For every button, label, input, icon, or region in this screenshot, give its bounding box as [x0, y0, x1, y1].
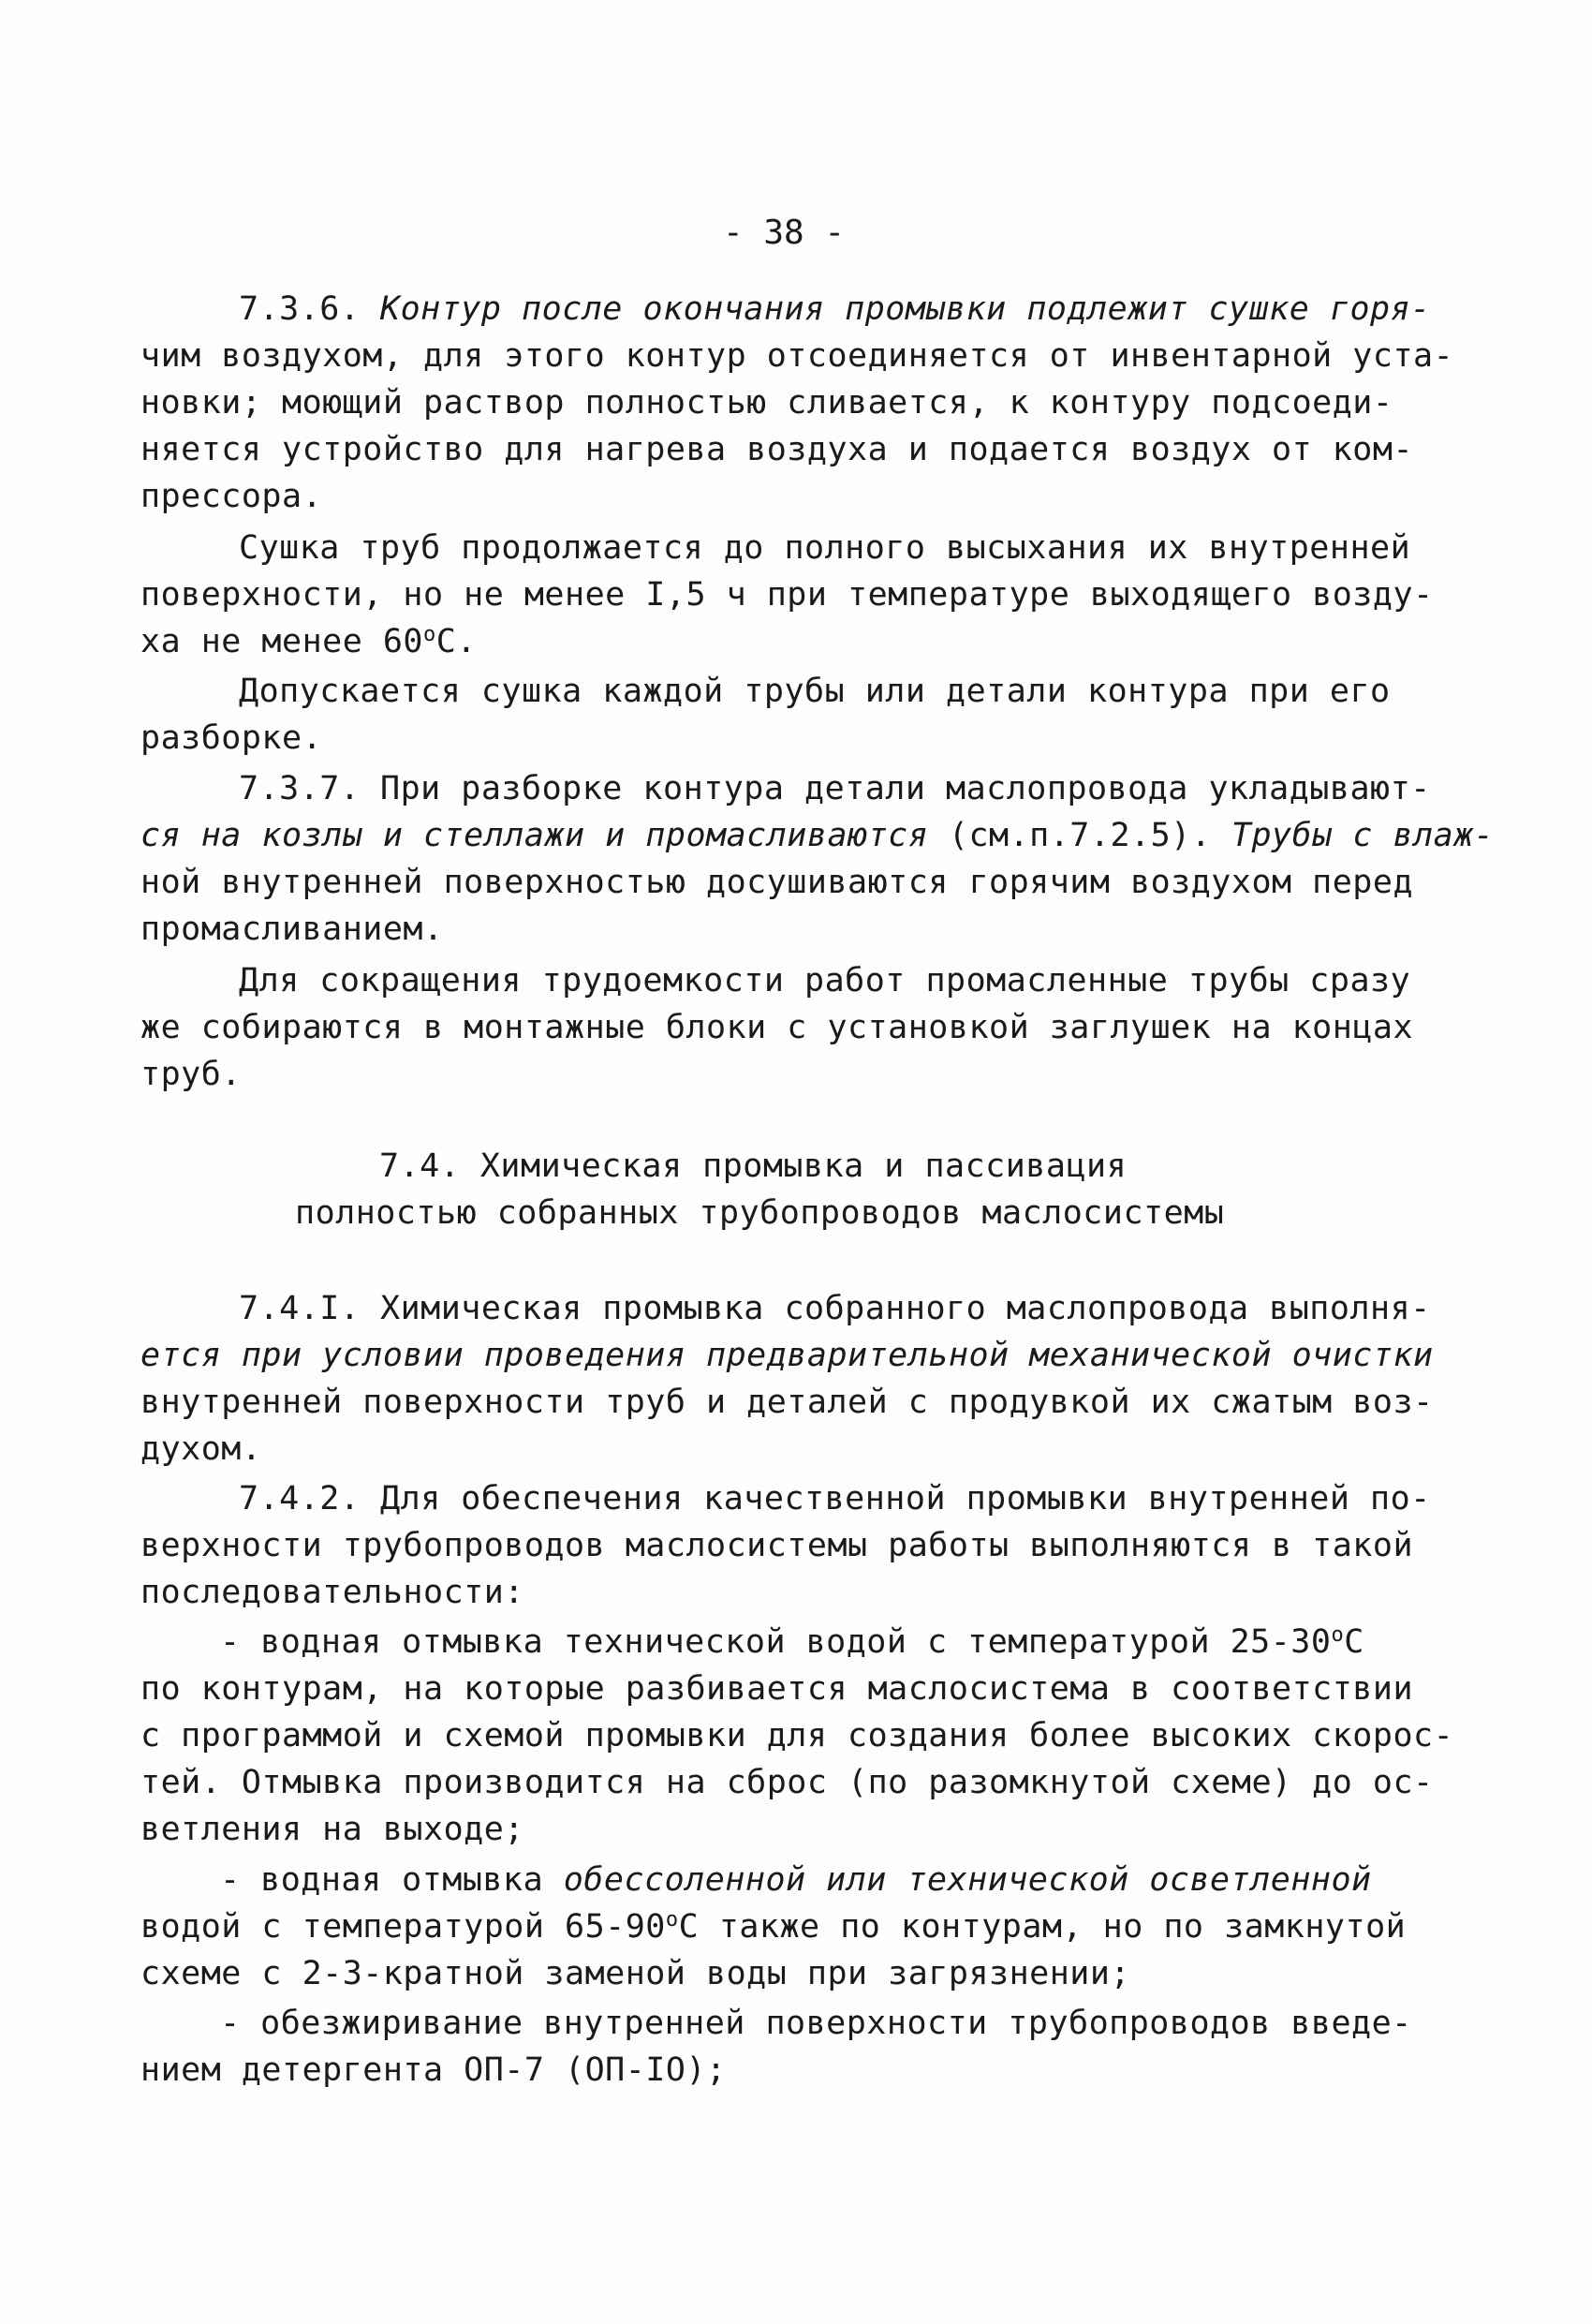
list-item-2-line-1: [220, 1861, 1372, 1899]
allowed-paragraph-line-1: Допускается сушка каждой трубы или детали контура при его: [239, 673, 1391, 710]
paragraph-7-3-6-line-5: прессора.: [140, 478, 323, 515]
paragraph-7-3-7-line-3: ной внутренней поверхностью досушиваются горячим воздухом перед: [140, 864, 1414, 901]
paragraph-7-3-6-intro: Контур после окончания промывки подлежит сушке горя-: [380, 290, 1431, 328]
list-item-2-italic: обессоленной или технической осветленной: [563, 1861, 1372, 1899]
list-item-2-line-2: [140, 1908, 1406, 1946]
section-number-7-3-6: 7.3.6.: [239, 290, 381, 328]
list-item-2-temperature: водой с температурой 65-90: [140, 1908, 666, 1946]
drying-paragraph-line-3: [140, 623, 477, 660]
degree-sign: o: [665, 1908, 679, 1932]
degree-sign: o: [1331, 1623, 1345, 1647]
allowed-paragraph-line-2: разборке.: [140, 719, 323, 757]
list-item-1-line-4: тей. Отмывка производится на сброс (по разомкнутой схеме) до ос-: [140, 1764, 1434, 1801]
section-heading-line-1: 7.4. Химическая промывка и пассивация: [379, 1147, 1128, 1185]
paragraph-7-4-2-line-1: 7.4.2. Для обеспечения качественной промывки внутренней по-: [239, 1480, 1431, 1517]
paragraph-7-3-6-line-2: чим воздухом, для этого контур отсоединяется от инвентарной уста-: [140, 337, 1454, 375]
paragraph-7-3-7-line-2: [140, 817, 1494, 854]
paragraph-7-3-6-line-1: [239, 290, 1431, 328]
drying-temperature-unit: С.: [435, 623, 477, 660]
list-item-1-line-3: с программой и схемой промывки для создания более высоких скорос-: [140, 1717, 1454, 1754]
reduction-paragraph-line-3: труб.: [140, 1056, 242, 1093]
paragraph-7-3-6-line-3: новки; моющий раствор полностью сливается, к контуру подсоеди-: [140, 384, 1393, 422]
reduction-paragraph-line-1: Для сокращения трудоемкости работ промасленные трубы сразу: [239, 962, 1411, 999]
paragraph-7-4-2-line-2: верхности трубопроводов маслосистемы работы выполняются в такой: [140, 1527, 1414, 1564]
list-item-2-continuation: С также по контурам, но по замкнутой: [678, 1908, 1407, 1946]
reduction-paragraph-line-2: же собираются в монтажные блоки с установкой заглушек на концах: [140, 1009, 1414, 1046]
paragraph-7-4-2-line-3: последовательности:: [140, 1574, 524, 1611]
paragraph-7-3-7-reference: (см.п.7.2.5).: [948, 817, 1231, 854]
drying-temperature-text: ха не менее 60: [140, 623, 424, 660]
page-number: - 38 -: [723, 214, 846, 252]
paragraph-7-4-1-line-3: внутренней поверхности труб и деталей с продувкой их сжатым воз-: [140, 1384, 1434, 1421]
list-item-3-line-1: - обезжиривание внутренней поверхности трубопроводов введе-: [220, 2005, 1412, 2042]
paragraph-7-4-1-line-2: ется при условии проведения предварительной механической очистки: [140, 1337, 1434, 1374]
paragraph-7-3-7-line-4: промасливанием.: [140, 910, 444, 948]
list-item-1-unit: С: [1344, 1623, 1364, 1661]
list-item-1-text: - водная отмывка технической водой с температурой 25-30: [220, 1623, 1332, 1661]
paragraph-7-3-7-italic-b: Трубы с влаж-: [1231, 817, 1495, 854]
list-item-2-line-3: схеме с 2-3-кратной заменой воды при загрязнении;: [140, 1955, 1131, 1992]
list-item-1-line-1: [220, 1623, 1364, 1661]
list-item-1-line-2: по контурам, на которые разбивается маслосистема в соответствии: [140, 1670, 1414, 1708]
list-item-3-line-2: нием детергента ОП-7 (ОП-IO);: [140, 2051, 727, 2089]
paragraph-7-4-1-line-4: духом.: [140, 1430, 262, 1468]
drying-paragraph-line-2: поверхности, но не менее I,5 ч при температуре выходящего возду-: [140, 576, 1434, 614]
degree-sign: o: [423, 623, 436, 646]
drying-paragraph-line-1: Сушка труб продолжается до полного высыхания их внутренней: [239, 529, 1411, 567]
paragraph-7-4-1-line-1: 7.4.I. Химическая промывка собранного маслопровода выполня-: [239, 1290, 1431, 1327]
paragraph-7-3-7-italic-a: ся на козлы и стеллажи и промасливаются: [140, 817, 949, 854]
list-item-2-text: - водная отмывка: [220, 1861, 564, 1899]
paragraph-7-3-7-line-1: 7.3.7. При разборке контура детали маслопровода укладывают-: [239, 770, 1431, 807]
paragraph-7-3-6-line-4: няется устройство для нагрева воздуха и подается воздух от ком-: [140, 431, 1414, 468]
section-heading-line-2: полностью собранных трубопроводов маслосистемы: [295, 1194, 1225, 1232]
list-item-1-line-5: ветления на выходе;: [140, 1811, 524, 1848]
